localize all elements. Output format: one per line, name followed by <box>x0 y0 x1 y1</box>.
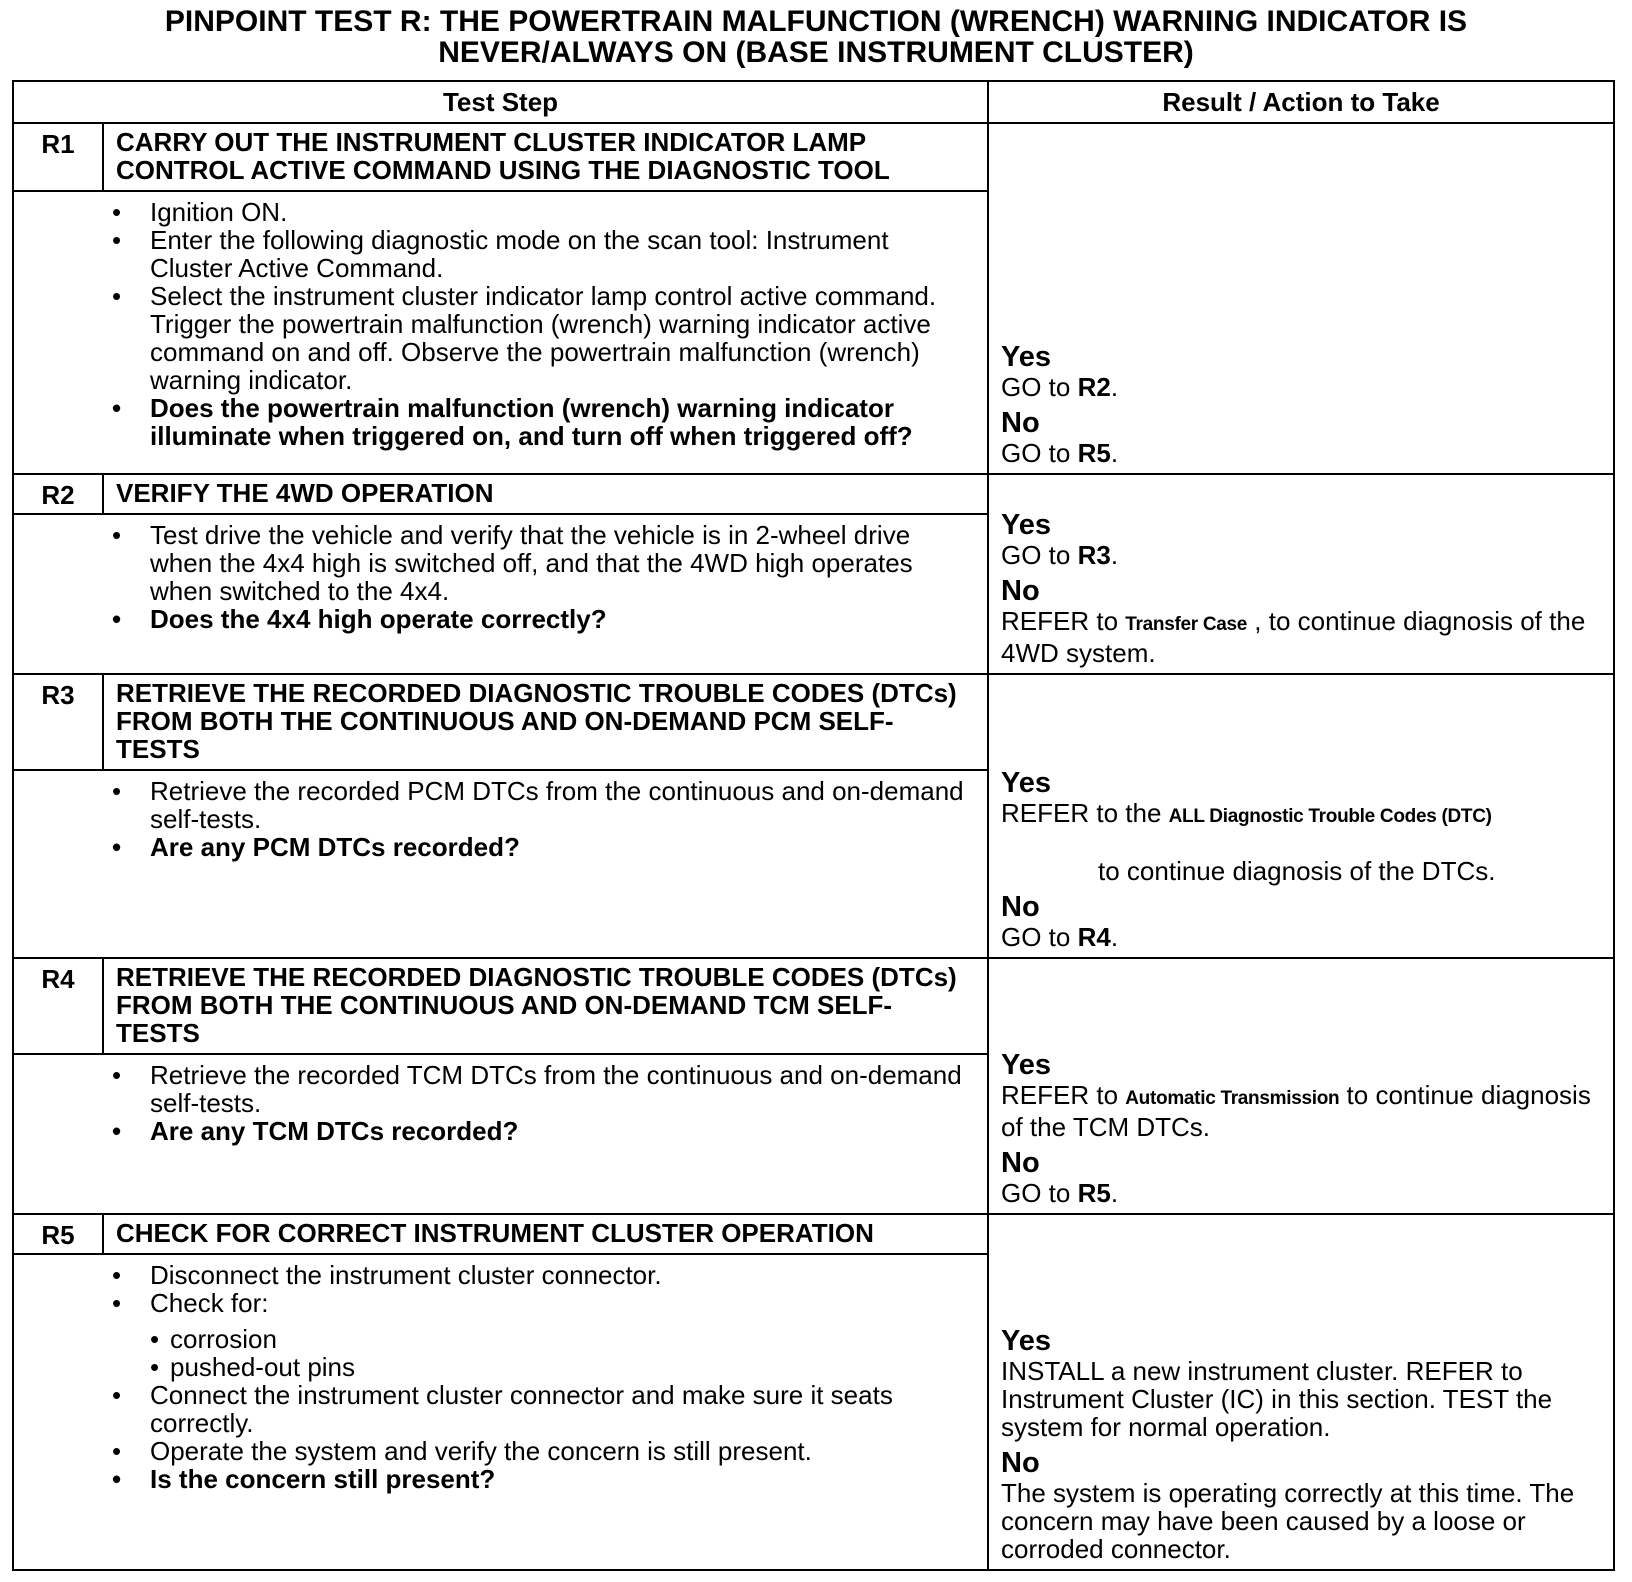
result-r2 <box>988 474 1614 674</box>
result-r3-yes-continue: to continue diagnosis of the DTCs. <box>1098 856 1496 886</box>
step-r1-title-row <box>13 123 1614 191</box>
step-r2-question: • Does the 4x4 high operate correctly? <box>106 605 967 633</box>
page-title <box>0 6 1632 68</box>
link-automatic-transmission[interactable]: Automatic Transmission <box>1125 1088 1340 1109</box>
result-r1-no-action: GO to R5. <box>1001 438 1119 468</box>
result-r4-yes-action: REFER to Automatic Transmission to continue diagnosis of the TCM DTCs. <box>1001 1080 1591 1142</box>
result-r5-no-action: The system is operating correctly at this time. The concern may have been caused by a loose or corroded connector. <box>1001 1478 1575 1564</box>
step-body-r3 <box>13 770 988 958</box>
result-r4-no-label: No <box>1001 1147 1040 1179</box>
step-r2-title-row <box>13 474 1614 514</box>
link-r3[interactable]: R3 <box>1077 540 1111 570</box>
result-r4-yes-label: Yes <box>1001 1049 1052 1081</box>
page-title-line1: PINPOINT TEST R: THE POWERTRAIN MALFUNCTION (WRENCH) WARNING INDICATOR IS <box>164 5 1468 38</box>
link-transfer-case[interactable]: Transfer Case <box>1125 614 1248 635</box>
result-r1-yes-label: Yes <box>1001 341 1052 373</box>
step-r5-item-3: • Connect the instrument cluster connector and make sure it seats correctly. <box>106 1381 967 1437</box>
result-r3-no-action: GO to R4. <box>1001 922 1119 952</box>
result-r5-no-label: No <box>1001 1447 1040 1479</box>
step-r5-sub-1: • corrosion <box>150 1325 967 1353</box>
link-r5-from-r4[interactable]: R5 <box>1077 1178 1111 1208</box>
step-r5-item-4: • Operate the system and verify the concern is still present. <box>106 1437 967 1465</box>
step-r5-question: • Is the concern still present? <box>106 1465 967 1493</box>
step-id-r5: R5 <box>13 1214 103 1254</box>
result-r3-yes-action: REFER to the ALL Diagnostic Trouble Codes (DTC) <box>1001 798 1492 828</box>
step-r2-item-1: • Test drive the vehicle and verify that the vehicle is in 2-wheel drive when the 4x4 high is switched off, and that the 4WD high operates when switched to the 4x4. <box>106 521 967 605</box>
step-r4-title-row <box>13 958 1614 1054</box>
step-title-r2: VERIFY THE 4WD OPERATION <box>103 474 988 514</box>
result-r2-yes-action: GO to R3. <box>1001 540 1119 570</box>
result-r5-yes-action: INSTALL a new instrument cluster. REFER to Instrument Cluster (IC) in this section. TEST the system for normal operation. <box>1001 1356 1553 1442</box>
result-r4 <box>988 958 1614 1214</box>
step-r3-question: • Are any PCM DTCs recorded? <box>106 833 967 861</box>
step-title-r4: RETRIEVE THE RECORDED DIAGNOSTIC TROUBLE CODES (DTCs) FROM BOTH THE CONTINUOUS AND ON-DEMAND TCM SELF-TESTS <box>103 958 988 1054</box>
result-r1 <box>988 123 1614 474</box>
link-r4[interactable]: R4 <box>1077 922 1111 952</box>
step-body-r1 <box>13 191 988 474</box>
step-id-r1: R1 <box>13 123 103 191</box>
result-r3-no-label: No <box>1001 891 1040 923</box>
link-r5[interactable]: R5 <box>1077 438 1111 468</box>
step-r1-item-2: • Enter the following diagnostic mode on the scan tool: Instrument Cluster Active Command. <box>106 226 967 282</box>
step-r5-item-2: • Check for: • corrosion • pushed-out pins <box>106 1289 967 1381</box>
result-r5-yes-label: Yes <box>1001 1325 1052 1357</box>
step-r4-question: • Are any TCM DTCs recorded? <box>106 1117 967 1145</box>
result-r4-no-action: GO to R5. <box>1001 1178 1119 1208</box>
result-r3 <box>988 674 1614 958</box>
step-r1-item-3: • Select the instrument cluster indicator lamp control active command. Trigger the powertrain malfunction (wrench) warning indicator active command on and off. Observe the powertrain malfunction (wrench) warning indicator. <box>106 282 967 394</box>
result-r1-no-label: No <box>1001 407 1040 439</box>
step-r5-item-1: • Disconnect the instrument cluster connector. <box>106 1261 967 1289</box>
step-body-r2 <box>13 514 988 674</box>
step-r1-item-1: • Ignition ON. <box>106 198 967 226</box>
pinpoint-test-table <box>12 80 1615 1571</box>
result-r2-yes-label: Yes <box>1001 509 1052 541</box>
link-r2[interactable]: R2 <box>1077 372 1111 402</box>
step-r3-title-row <box>13 674 1614 770</box>
header-result: Result / Action to Take <box>988 81 1614 123</box>
result-r2-no-action: REFER to Transfer Case , to continue diagnosis of the 4WD system. <box>1001 606 1586 668</box>
header-row <box>13 81 1614 123</box>
step-r1-question: • Does the powertrain malfunction (wrench) warning indicator illuminate when triggered on, and turn off when triggered off? <box>106 394 967 450</box>
step-r3-item-1: • Retrieve the recorded PCM DTCs from the continuous and on-demand self-tests. <box>106 777 967 833</box>
result-r1-yes-action: GO to R2. <box>1001 372 1119 402</box>
result-r3-yes-label: Yes <box>1001 767 1052 799</box>
step-body-r5 <box>13 1254 988 1570</box>
header-test-step: Test Step <box>13 81 988 123</box>
step-id-r2: R2 <box>13 474 103 514</box>
result-r2-no-label: No <box>1001 575 1040 607</box>
step-body-r4 <box>13 1054 988 1214</box>
page-title-line2: NEVER/ALWAYS ON (BASE INSTRUMENT CLUSTER) <box>438 36 1194 69</box>
step-r5-title-row <box>13 1214 1614 1254</box>
step-title-r5: CHECK FOR CORRECT INSTRUMENT CLUSTER OPERATION <box>103 1214 988 1254</box>
step-id-r3: R3 <box>13 674 103 770</box>
step-title-r3: RETRIEVE THE RECORDED DIAGNOSTIC TROUBLE CODES (DTCs) FROM BOTH THE CONTINUOUS AND ON-DEMAND PCM SELF-TESTS <box>103 674 988 770</box>
step-r5-sub-2: • pushed-out pins <box>150 1353 967 1381</box>
link-all-dtc[interactable]: ALL Diagnostic Trouble Codes (DTC) <box>1168 806 1492 827</box>
step-r4-item-1: • Retrieve the recorded TCM DTCs from the continuous and on-demand self-tests. <box>106 1061 967 1117</box>
step-title-r1: CARRY OUT THE INSTRUMENT CLUSTER INDICATOR LAMP CONTROL ACTIVE COMMAND USING THE DIAGNOSTIC TOOL <box>103 123 988 191</box>
step-id-r4: R4 <box>13 958 103 1054</box>
result-r5 <box>988 1214 1614 1570</box>
